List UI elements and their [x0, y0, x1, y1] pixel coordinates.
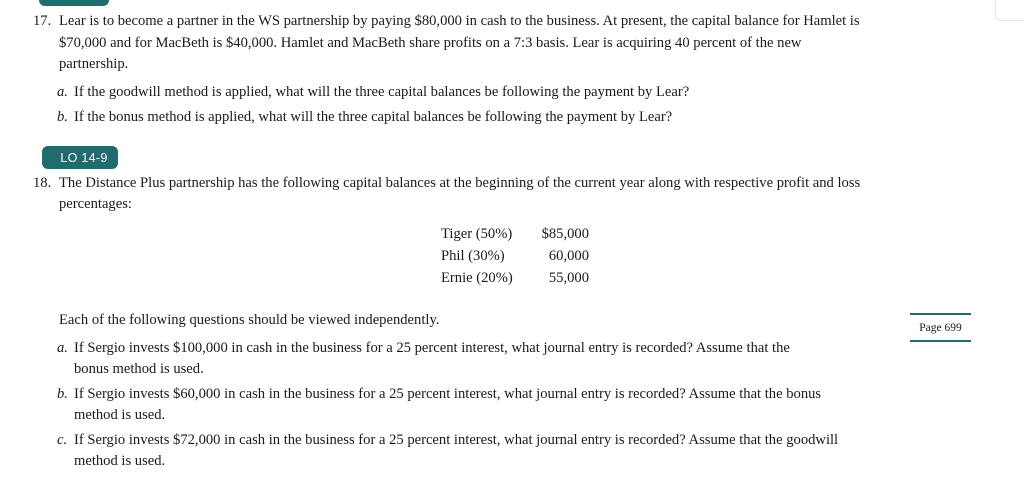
question-18-part-b-label: b.: [57, 386, 68, 402]
question-17-number: 17.: [33, 13, 52, 29]
question-18-line-2: percentages:: [59, 196, 132, 212]
partner-balance: $85,000: [541, 226, 589, 242]
question-18-line-1: The Distance Plus partnership has the following capital balances at the beginning of the current year along with respective profit and loss: [59, 175, 861, 191]
partner-name: Tiger (50%): [441, 226, 513, 242]
question-17-part-b-label: b.: [57, 109, 68, 125]
question-18-part-c-line-1: If Sergio invests $72,000 in cash in the business for a 25 percent interest, what journal entry is recorded? Assume that the goodwill: [74, 432, 839, 448]
question-18-part-b-line-1: If Sergio invests $60,000 in cash in the business for a 25 percent interest, what journal entry is recorded? Assume that the bonus: [74, 386, 822, 402]
partner-balance: 60,000: [548, 248, 589, 264]
question-18-part-a-line-1: If Sergio invests $100,000 in cash in the business for a 25 percent interest, what journal entry is recorded? Assume that the: [74, 340, 790, 356]
question-17-part-b-text: If the bonus method is applied, what will the three capital balances be following the payment by Lear?: [74, 109, 673, 125]
learning-objective-label: LO 14-9: [60, 150, 108, 165]
page-number-label: Page 699: [919, 321, 962, 334]
question-17-line-3: partnership.: [59, 56, 129, 72]
question-17-part-a-text: If the goodwill method is applied, what will the three capital balances be following the payment by Lear?: [74, 84, 690, 100]
previous-lo-badge-fragment: [39, 0, 109, 6]
question-18-part-a-line-2: bonus method is used.: [74, 361, 204, 377]
page-corner-fragment: [995, 0, 1024, 21]
question-17-line-1: Lear is to become a partner in the WS partnership by paying $80,000 in cash to the business. At present, the capital balance for Hamlet is: [59, 13, 860, 29]
question-17-part-a-label: a.: [57, 84, 68, 100]
question-18-number: 18.: [33, 175, 52, 191]
question-18-part-b-line-2: method is used.: [74, 407, 166, 423]
partner-name: Phil (30%): [441, 248, 505, 264]
partner-balance: 55,000: [548, 270, 589, 286]
partner-name: Ernie (20%): [441, 270, 513, 286]
question-18-part-c-line-2: method is used.: [74, 453, 166, 469]
learning-objective-badge: [42, 146, 118, 169]
question-17-line-2: $70,000 and for MacBeth is $40,000. Hamlet and MacBeth share profits on a 7:3 basis. Lear is acquiring 40 percent of the new: [59, 35, 802, 51]
page-number-marker: [910, 313, 971, 342]
question-18-intro: Each of the following questions should be viewed independently.: [59, 312, 440, 328]
question-18-part-a-label: a.: [57, 340, 68, 356]
question-18-part-c-label: c.: [57, 432, 68, 448]
